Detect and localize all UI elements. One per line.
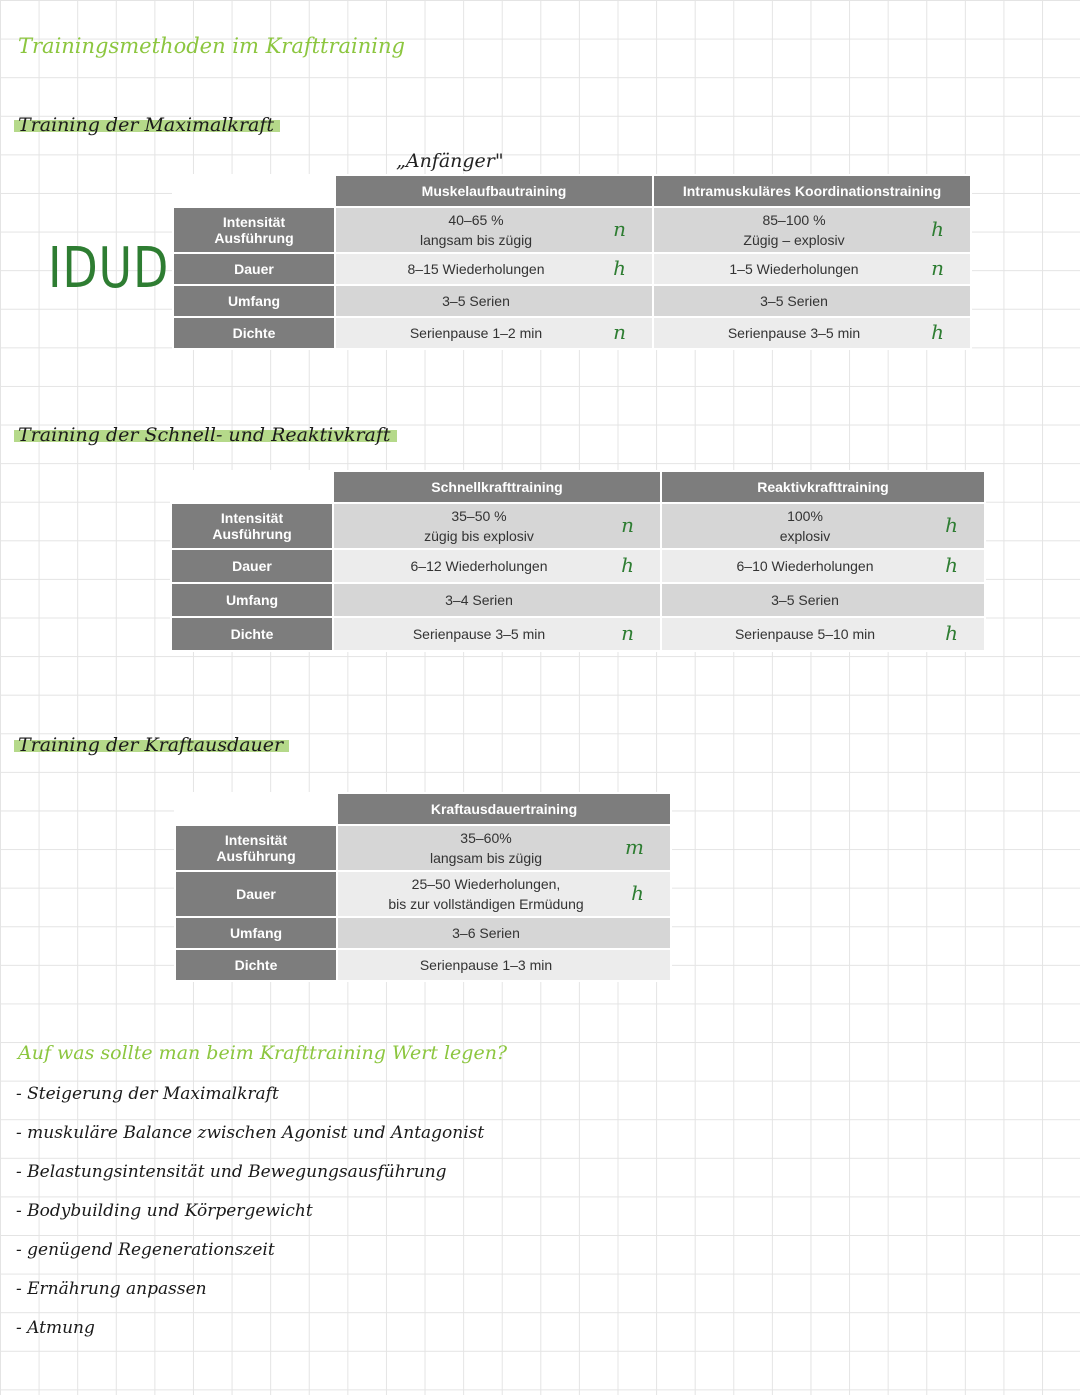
- row-header: [176, 918, 336, 948]
- cell-line: 35–60%: [460, 830, 512, 846]
- cell-line: Serienpause 3–5 min: [727, 325, 861, 341]
- row-header-line: Dauer: [234, 261, 274, 277]
- row-header: [176, 826, 336, 870]
- row-header: [174, 286, 334, 316]
- list-item: - Ernährung anpassen: [16, 1279, 207, 1299]
- row-header-line: Umfang: [225, 592, 279, 608]
- handwritten-mark: h: [945, 553, 958, 577]
- row-header-line: Dauer: [236, 886, 276, 902]
- row-header-line: Ausführung: [212, 526, 292, 542]
- list-item: - Steigerung der Maximalkraft: [16, 1084, 279, 1104]
- row-header-line: Umfang: [227, 293, 281, 309]
- table-cell: [662, 584, 984, 616]
- cell-line: 1–5 Wiederholungen: [729, 261, 859, 277]
- handwritten-mark: h: [931, 217, 944, 241]
- handwritten-mark: h: [613, 256, 626, 280]
- table-kraftausdauer: [174, 792, 672, 982]
- row-header: [176, 950, 336, 980]
- table-cell: [336, 318, 652, 348]
- table-cell: [654, 208, 970, 252]
- column-header: Schnellkrafttraining: [334, 472, 660, 502]
- row-header-line: Intensität: [224, 832, 288, 848]
- cell-line: zügig bis explosiv: [424, 528, 534, 544]
- table-row: [174, 318, 970, 348]
- section-heading-schnellkraft: Training der Schnell- und Reaktivkraft: [14, 424, 397, 446]
- cell-line: langsam bis zügig: [419, 232, 533, 248]
- cell-line: bis zur vollständigen Ermüdung: [388, 896, 584, 912]
- column-header: Intramuskuläres Koordinationstraining: [654, 176, 970, 206]
- table-cell: [334, 550, 660, 582]
- handwritten-mark: h: [945, 513, 958, 537]
- list-item: - Bodybuilding und Körpergewicht: [16, 1201, 313, 1221]
- table-cell: [662, 618, 984, 650]
- cell-line: 3–5 Serien: [442, 293, 510, 309]
- cell-line: 6–12 Wiederholungen: [410, 558, 548, 574]
- row-header-line: Intensität: [222, 214, 286, 230]
- cell-line: langsam bis zügig: [429, 850, 543, 866]
- table-cell: [336, 208, 652, 252]
- annotation-anfaenger: „Anfänger": [396, 150, 504, 172]
- handwritten-mark: h: [621, 553, 634, 577]
- column-header: Reaktivkrafttraining: [662, 472, 984, 502]
- handwritten-mark: n: [621, 621, 634, 645]
- cell-line: Serienpause 5–10 min: [734, 626, 876, 642]
- row-header: [172, 584, 332, 616]
- answer-list: [16, 1084, 484, 1357]
- list-item: - Atmung: [16, 1318, 95, 1338]
- table-cell: [654, 254, 970, 284]
- cell-line: Zügig – explosiv: [743, 232, 845, 248]
- handwritten-mark: h: [931, 320, 944, 344]
- table-cell: [654, 318, 970, 348]
- table-row: [172, 584, 984, 616]
- table-cell: [334, 584, 660, 616]
- table-cell: [338, 826, 670, 870]
- table-row: [174, 286, 970, 316]
- table-row: [172, 550, 984, 582]
- cell-line: 3–5 Serien: [771, 592, 839, 608]
- cell-line: 3–4 Serien: [445, 592, 513, 608]
- table-row: [176, 872, 670, 916]
- table-cell: [338, 950, 670, 980]
- row-header-line: Dichte: [230, 626, 274, 642]
- table-row: [174, 208, 970, 252]
- table-cell: [654, 286, 970, 316]
- cell-line: Serienpause 1–2 min: [409, 325, 543, 341]
- row-header-line: Dichte: [232, 325, 276, 341]
- handwritten-mark: n: [621, 513, 634, 537]
- row-header-line: Ausführung: [216, 848, 296, 864]
- table-corner: [176, 794, 336, 824]
- section-heading-maximalkraft: Training der Maximalkraft: [14, 114, 280, 136]
- column-header: Kraftausdauertraining: [338, 794, 670, 824]
- cell-line: 85–100 %: [762, 212, 826, 228]
- row-header: [176, 872, 336, 916]
- row-header-line: Intensität: [220, 510, 284, 526]
- table-row: [176, 826, 670, 870]
- question-heading: Auf was sollte man beim Krafttraining Wert legen?: [18, 1042, 508, 1064]
- table-corner: [174, 176, 334, 206]
- table-cell: [336, 254, 652, 284]
- table-row: [174, 254, 970, 284]
- cell-line: 35–50 %: [451, 508, 507, 524]
- table-schnellkraft: [170, 470, 986, 652]
- cell-line: 6–10 Wiederholungen: [736, 558, 874, 574]
- idud-note: IDUD: [48, 236, 170, 301]
- table-row: [176, 918, 670, 948]
- table-row: [172, 618, 984, 650]
- section-heading-kraftausdauer: Training der Kraftausdauer: [14, 734, 289, 756]
- handwritten-mark: n: [931, 256, 944, 280]
- cell-line: 3–5 Serien: [760, 293, 828, 309]
- list-item: - muskuläre Balance zwischen Agonist und Antagonist: [16, 1123, 485, 1143]
- cell-line: 25–50 Wiederholungen,: [411, 876, 561, 892]
- row-header: [174, 208, 334, 252]
- table-cell: [334, 618, 660, 650]
- cell-line: explosiv: [779, 528, 831, 544]
- cell-line: 40–65 %: [448, 212, 504, 228]
- row-header: [172, 550, 332, 582]
- row-header: [172, 504, 332, 548]
- row-header-line: Umfang: [229, 925, 283, 941]
- page-title: Trainingsmethoden im Krafttraining: [18, 34, 405, 58]
- cell-line: Serienpause 3–5 min: [412, 626, 546, 642]
- table-cell: [338, 872, 670, 916]
- table-row: [172, 504, 984, 548]
- table-row: [176, 950, 670, 980]
- cell-line: Serienpause 1–3 min: [419, 957, 553, 973]
- list-item: - genügend Regenerationszeit: [16, 1240, 275, 1260]
- table-maximalkraft: [172, 174, 972, 350]
- table-cell: [662, 504, 984, 548]
- handwritten-mark: h: [945, 621, 958, 645]
- row-header-line: Ausführung: [214, 230, 294, 246]
- column-header: Muskelaufbautraining: [336, 176, 652, 206]
- handwritten-mark: m: [625, 835, 644, 859]
- cell-line: 100%: [787, 508, 823, 524]
- row-header-line: Dichte: [234, 957, 278, 973]
- cell-line: 3–6 Serien: [452, 925, 520, 941]
- list-item: - Belastungsintensität und Bewegungsausführung: [16, 1162, 447, 1182]
- row-header-line: Dauer: [232, 558, 272, 574]
- table-cell: [336, 286, 652, 316]
- handwritten-mark: n: [613, 217, 626, 241]
- table-cell: [334, 504, 660, 548]
- table-cell: [338, 918, 670, 948]
- handwritten-mark: n: [613, 320, 626, 344]
- table-cell: [662, 550, 984, 582]
- cell-line: 8–15 Wiederholungen: [407, 261, 545, 277]
- handwritten-mark: h: [631, 881, 644, 905]
- row-header: [174, 318, 334, 348]
- row-header: [174, 254, 334, 284]
- row-header: [172, 618, 332, 650]
- table-corner: [172, 472, 332, 502]
